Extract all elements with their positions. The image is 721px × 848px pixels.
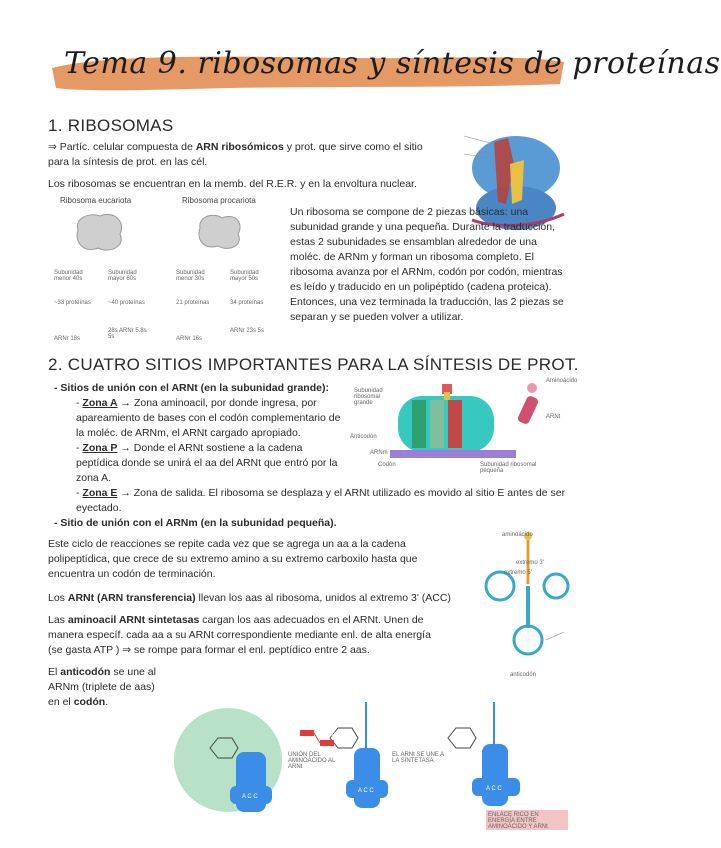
trna-label-anticodon: anticodón: [510, 672, 537, 678]
s1-paragraph-3: Un ribosoma se compone de 2 piezas básicas: una subunidad grande y una pequeña. Durante la traducción, estas 2 subunidades se ensamblan alrededor de una moléc. de ARNm y forman un ribosoma completo. El ribosoma avanza por el ARNm, codón por codón, mientras es leído y traducido en un polipéptido (cadena proteica). Entonces, una vez terminada la traducción, las 2 piezas se separan y se pueden volver a utilizar.: [290, 206, 564, 323]
fig-rna: 28s ARNr 5.8s 5s: [108, 328, 147, 340]
p-anticodon: El anticodón se une al ARNm (triplete de aas) en el codón.: [48, 666, 156, 708]
fig-rna: ARNr 16s: [176, 336, 203, 342]
section-1-heading: 1. RIBOSOMAS: [48, 116, 174, 135]
fig-label: Subunidad menor 40s: [54, 270, 83, 282]
label-arnt: ARNt: [546, 414, 561, 420]
label-acc-3: A C C: [486, 786, 502, 792]
fig-prot: ~33 proteínas: [54, 300, 91, 306]
fig-prot: 34 proteínas: [230, 300, 264, 306]
label-union: UNIÓN DEL AMINOÁCIDO AL ARNt: [288, 752, 336, 770]
fig-label: Subunidad menor 30s: [176, 270, 205, 282]
fig-prot: 21 proteínas: [176, 300, 210, 306]
zone-a-text: - Zona A → Zona aminoacil, por donde ingresa, por apareamiento de bases con el codón complementario de la moléc. de ARNm, el ARNt cargado apropiado.: [76, 397, 341, 439]
s1-paragraph-2: Los ribosomas se encuentran en la memb. del R.E.R. y en la envoltura nuclear.: [48, 178, 417, 190]
p-aminoacil: Las aminoacil ARNt sintetasas cargan los aas adecuados en el ARNt. Unen de manera específ. cada aa a su ARNt correspondiente mediante enl. de alta energía (se gasta ATP ) ⇒ se rompe para formar el enl. peptídico entre 2 aas.: [48, 614, 431, 656]
zone-e-text: - Zona E → Zona de salida. El ribosoma se desplaza y el ARNt utilizado es movido al sitio E antes de ser eyectado.: [76, 487, 566, 514]
label-atp: ATP: [294, 723, 304, 729]
trna-label-aa: aminoácido: [502, 532, 533, 538]
label-sub-grande: Subunidad ribosomal grande: [354, 388, 383, 406]
euk-ribosome-icon: [70, 210, 130, 256]
label-codon: Codón: [378, 462, 396, 468]
s1-paragraph-1: ⇒ Partíc. celular compuesta de ARN ribosómicos y prot. que sirve como el sitio para la síntesis de prot. en las cél.: [48, 141, 423, 168]
label-elarnt: EL ARNt SE UNE A LA SINTETASA: [392, 752, 444, 764]
euk-title: Ribosoma eucariota: [60, 196, 132, 205]
fig-rna: ARNr 18s: [54, 336, 81, 342]
trna-label-ext3: extremo 3': [516, 560, 544, 566]
s2-bullet-2: - Sitio de unión con el ARNm (en la subunidad pequeña).: [54, 517, 337, 529]
s2-bullet-1: - Sitios de unión con el ARNt (en la subunidad grande):: [54, 382, 329, 394]
label-arnm: ARNm: [370, 450, 388, 456]
label-anticodon: Anticodón: [350, 434, 377, 440]
fig-prot: ~40 proteínas: [108, 300, 145, 306]
label-acc-1: A C C: [242, 794, 258, 800]
trna-cloverleaf-figure: [476, 524, 576, 674]
trna-label-ext5: extremo 5': [504, 570, 532, 576]
label-acc-2: A C C: [358, 788, 374, 794]
ribosome-types-figure: [52, 196, 282, 346]
label-amp: AMP: [324, 732, 335, 738]
ribosome-sites-figure: [350, 378, 578, 476]
synthetase-figure: [170, 682, 572, 832]
page-title: Tema 9. ribosomas y síntesis de proteínas: [64, 46, 721, 81]
p-arnt: Los ARNt (ARN transferencia) llevan los aas al ribosoma, unidos al extremo 3' (ACC): [48, 592, 451, 604]
p-cycle: Este ciclo de reacciones se repite cada vez que se agrega un aa a la cadena polipeptídica, que crece de su extremo amino a su extremo carboxilo hasta que encuentra un codón de terminación.: [48, 538, 418, 580]
fig-label: Subunidad mayor 60s: [108, 270, 137, 282]
fig-label: Subunidad mayor 50s: [230, 270, 259, 282]
label-sub-peq: Subunidad ribosomal pequeña: [480, 462, 537, 474]
zone-p-text: - Zona P → Donde el ARNt sostiene a la cadena peptídica donde se unirá el aa del ARNt que entró por la zona A.: [76, 442, 338, 484]
label-final: ENLACE RICO EN ENERGÍA ENTRE AMINOÁCIDO Y ARNt: [488, 812, 548, 830]
pro-title: Ribosoma procariota: [182, 196, 256, 205]
label-aminoacido: Aminoácido: [546, 378, 578, 384]
pro-ribosome-icon: [192, 210, 248, 254]
fig-rna: ARNr 23s 5s: [230, 328, 265, 334]
section-2-heading: 2. CUATRO SITIOS IMPORTANTES PARA LA SÍNTESIS DE PROT.: [48, 355, 579, 374]
